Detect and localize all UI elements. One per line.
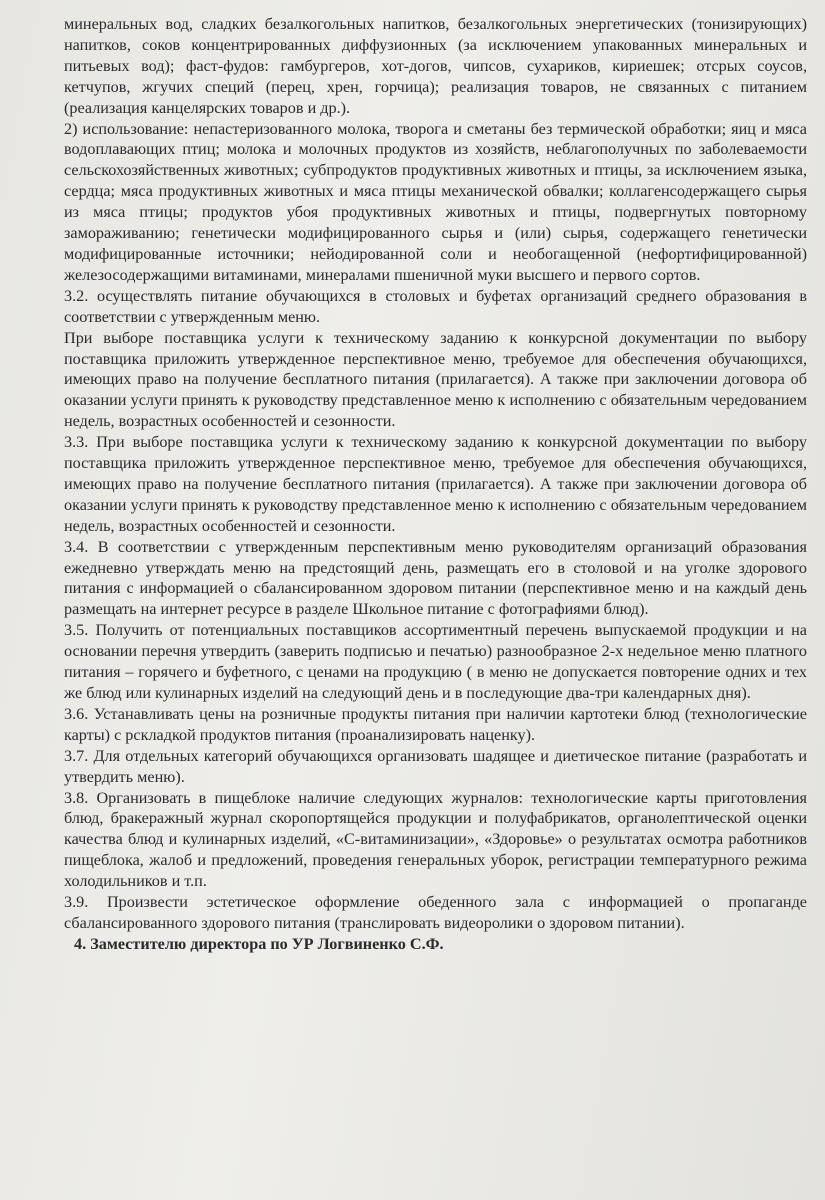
paragraph-3-7: 3.7. Для отдельных категорий обучающихся организовать шадящее и диетическое питание (разработать и утвердить меню). [64, 746, 807, 786]
paragraph-3-4: 3.4. В соответствии с утвержденным перспективным меню руководителям организаций образования ежедневно утверждать меню на предстоящий день, размещать его в столовой и на уголке здорового питания с информацией о сбалансированном здоровом питании (перспективное меню и на каждый день размещать на интернет ресурсе в разделе Школьное питание с фотографиями блюд). [64, 537, 807, 619]
paragraph-3-8: 3.8. Организовать в пищеблоке наличие следующих журналов: технологические карты приготовления блюд, бракеражный журнал скоропортящейся продукции и полуфабрикатов, органолептической оценки качества блюд и кулинарных изделий, «С-витаминизации», «Здоровье» о результатах осмотра работников пищеблока, жалоб и предложений, проведения генеральных уборок, регистрации температурного режима холодильников и т.п. [64, 788, 807, 891]
paragraph-beverages-fastfood: минеральных вод, сладких безалкогольных напитков, безалкогольных энергетических (тонизирующих) напитков, соков концентрированных диффузионных (за исключением упакованных минеральных и питьевых вод); фаст-фудов: гамбургеров, хот-догов, чипсов, сухариков, кириешек; отсрых соусов, кетчупов, жгучих специй (перец, хрен, горчица); реализация товаров, не связанных с питанием (реализация канцелярских товаров и др.). [64, 15, 807, 117]
section-heading-4: 4. Заместителю директора по УР Логвиненко С.Ф. [74, 934, 444, 953]
paragraph-3-5: 3.5. Получить от потенциальных поставщиков ассортиментный перечень выпускаемой продукции и на основании перечня утвердить (заверить подписью и печатью) разнообразное 2-х недельное меню платного питания – горячего и буфетного, с ценами на продукцию ( в меню не допускается повторение одних и тех же блюд или кулинарных изделий на следующий день и в последующие два-три календарных дня). [64, 621, 807, 702]
paragraph-supplier-menu: При выборе поставщика услуги к техническому заданию к конкурсной документации по выбору поставщика приложить утвержденное перспективное меню, требуемое для обеспечения обучающихся, имеющих право на получение бесплатного питания (прилагается). А также при заключении договора об оказании услуги принять к руководству представленное меню к исполнению с обязательным чередованием недель, возрастных особенностей и сезонности. [64, 328, 807, 431]
paragraph-3-2: 3.2. осуществлять питание обучающихся в столовых и буфетах организаций среднего образования в соответствии с утвержденным меню. [64, 286, 807, 326]
paragraph-3-3: 3.3. При выборе поставщика услуги к техническому заданию к конкурсной документации по выбору поставщика приложить утвержденное перспективное меню, требуемое для обеспечения обучающихся, имеющих право на получение бесплатного питания (прилагается). А также при заключении договора об оказании услуги принять к руководству представленное меню к исполнению с обязательным чередованием недель, возрастных особенностей и сезонности. [64, 433, 807, 535]
paragraph-3-6: 3.6. Устанавливать цены на розничные продукты питания при наличии картотеки блюд (технологические карты) с рскладкой продуктов питания (проанализировать наценку). [64, 704, 807, 744]
paragraph-prohibited-products: 2) использование: непастеризованного молока, творога и сметаны без термической обработки; яиц и мяса водоплавающих птиц; молока и молочных продуктов из хозяйств, неблагополучных по заболеваемости сельскохозяйственных животных; субпродуктов продуктивных животных и птицы, за исключением языка, сердца; мяса продуктивных животных и мяса птицы механической обвалки; коллагенсодержащего сырья из мяса птицы; продуктов убоя продуктивных животных и птицы, подвергнутых повторному замораживанию; генетически модифицированного сырья и (или) сырья, содержащего генетически модифицированные источники; нейодированной соли и необогащенной (нефортифицированной) железосодержащими витаминами, минералами пшеничной муки высшего и первого сортов. [64, 119, 807, 284]
paragraph-3-9: 3.9. Произвести эстетическое оформление обеденного зала с информацией о пропаганде сбалансированного здорового питания (транслировать видеоролики о здоровом питании). [64, 893, 807, 932]
document-body [64, 14, 807, 955]
